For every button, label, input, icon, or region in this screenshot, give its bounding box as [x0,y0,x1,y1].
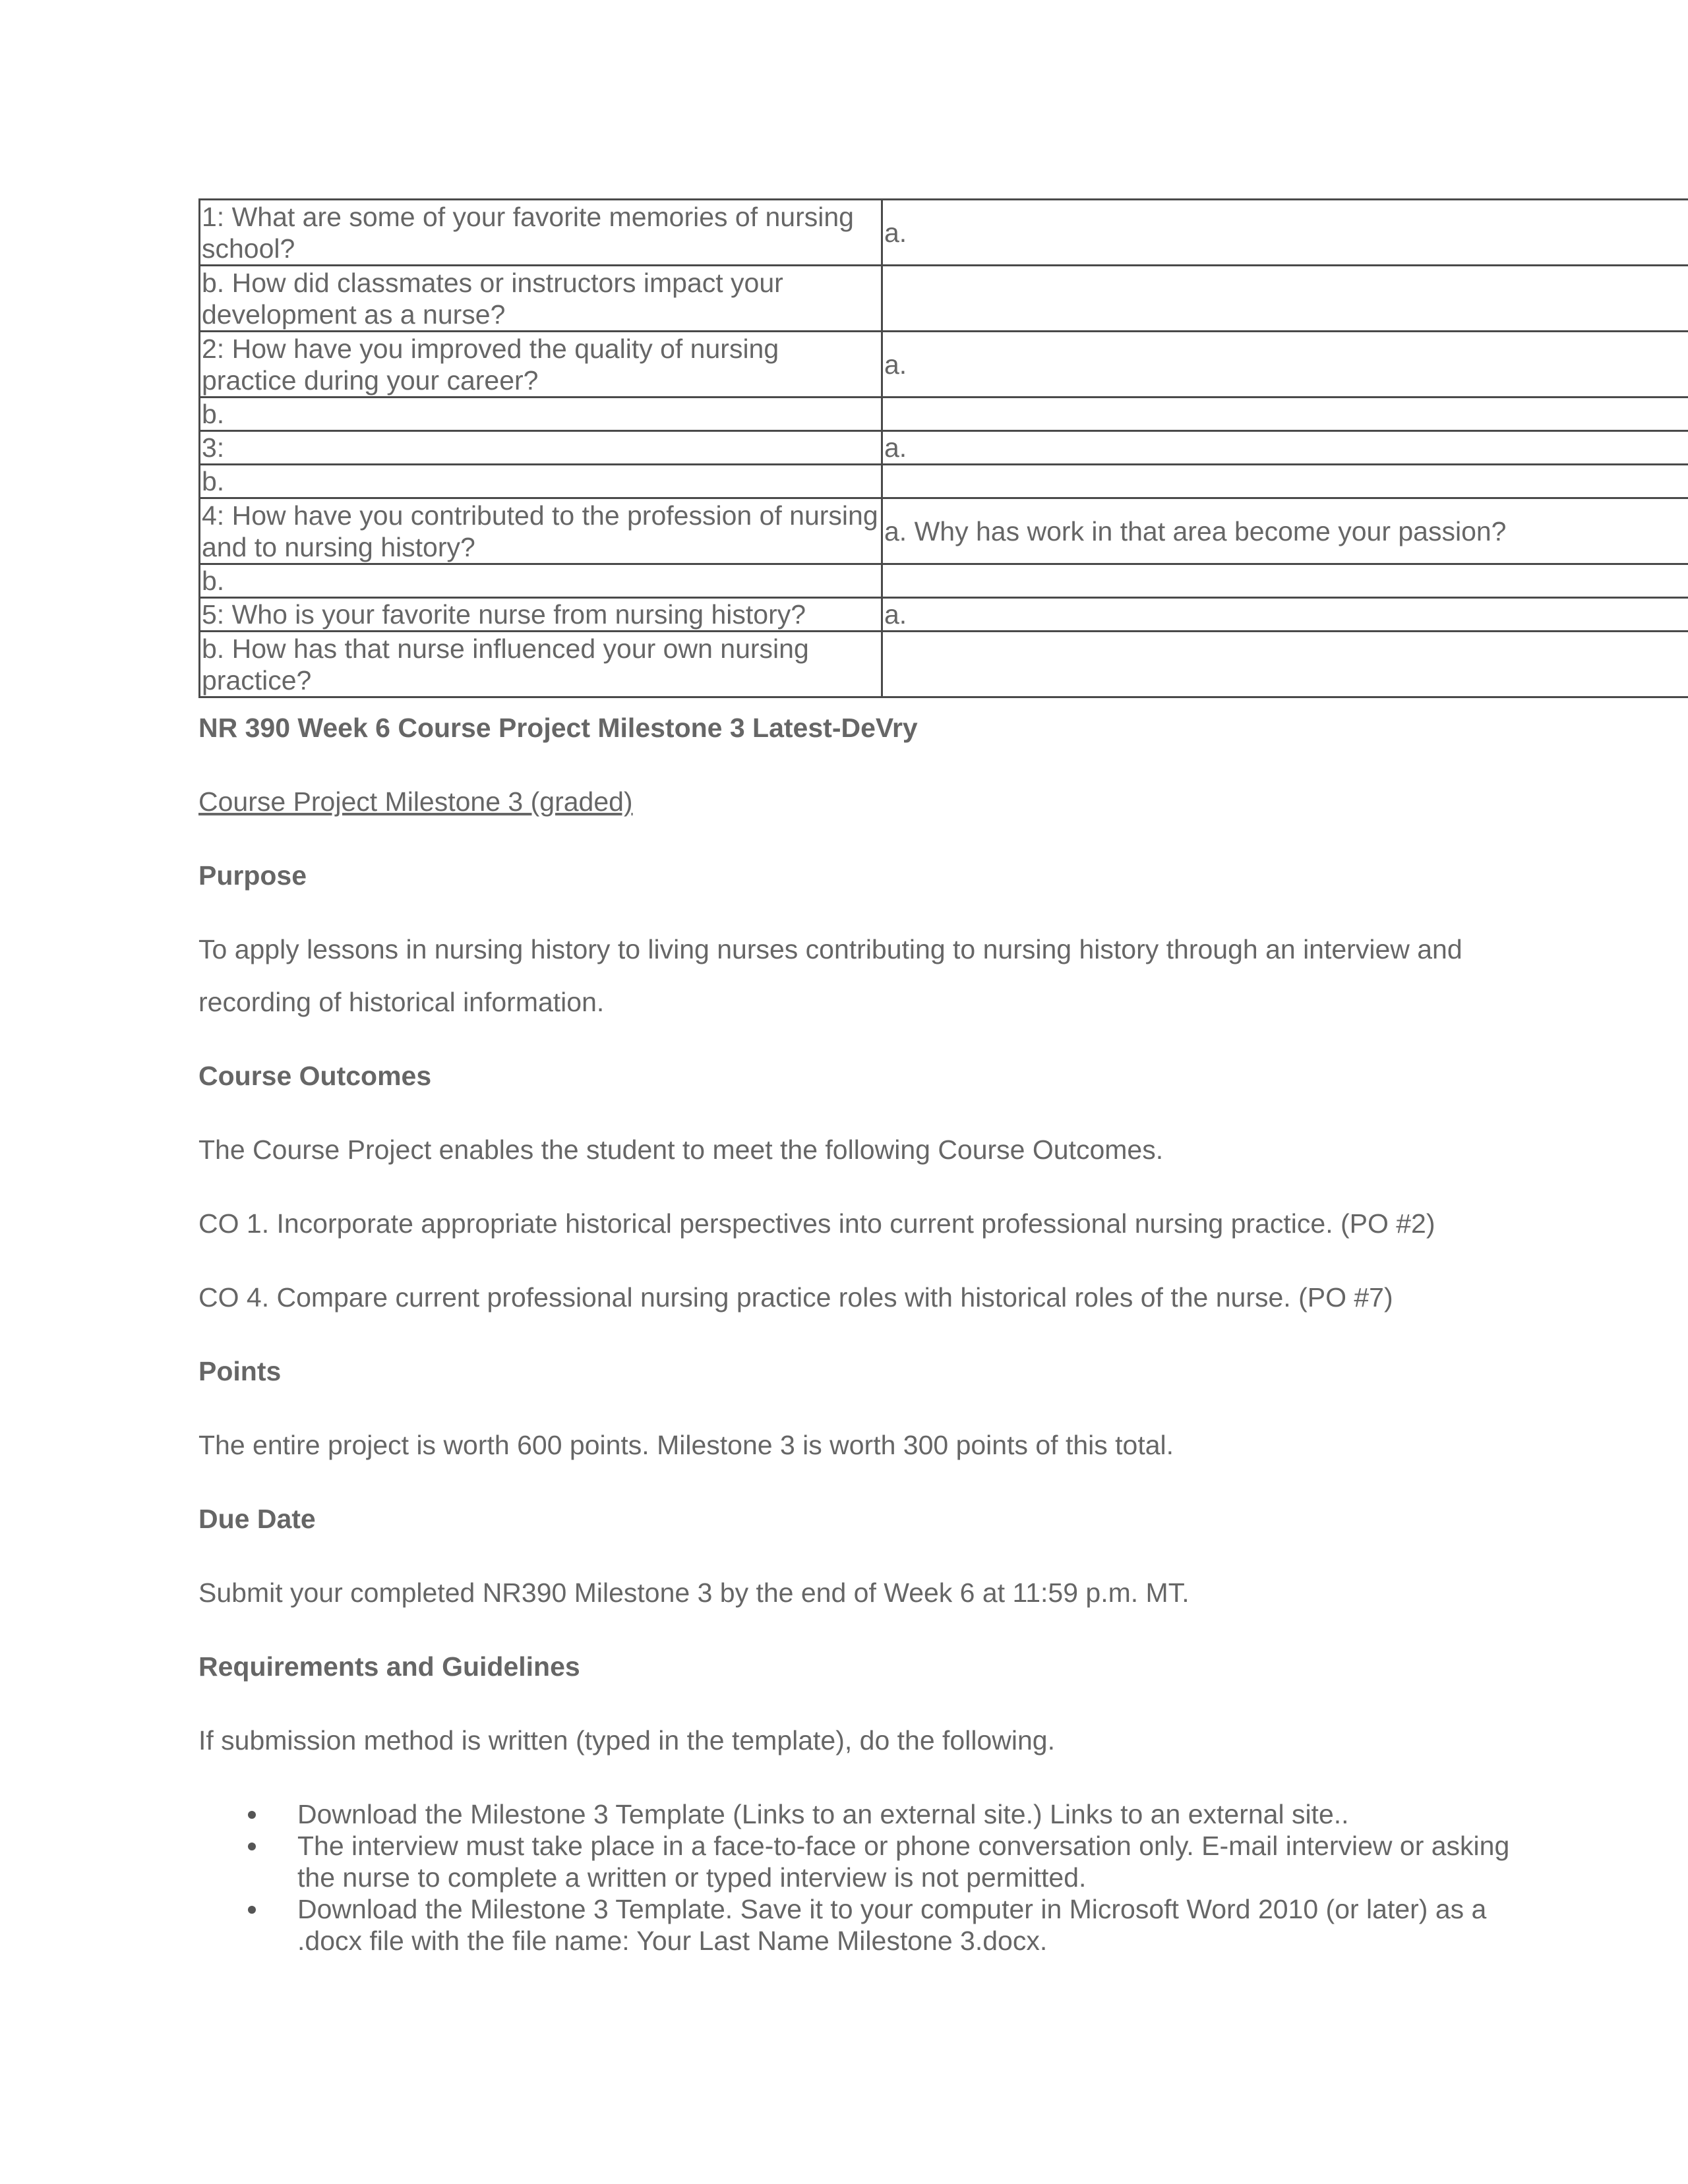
points-heading: Points [198,1356,282,1386]
points-text: The entire project is worth 600 points. Milestone 3 is worth 300 points of this total. [198,1430,1174,1460]
requirements-list [198,1798,1517,1957]
outcomes-heading: Course Outcomes [198,1061,432,1091]
answer-cell [882,266,1688,332]
milestone-link[interactable]: Course Project Milestone 3 (graded) [198,786,633,817]
question-cell: 1: What are some of your favorite memories of nursing school? [200,200,882,266]
answer-cell [882,398,1688,431]
question-cell: b. How did classmates or instructors impact your development as a nurse? [200,266,882,332]
outcome-1: CO 1. Incorporate appropriate historical perspectives into current professional nursing practice. (PO #2) [198,1208,1435,1239]
document-body [198,712,1517,1957]
question-cell: b. [200,465,882,498]
due-date-heading: Due Date [198,1504,316,1534]
outcomes-intro: The Course Project enables the student to meet the following Course Outcomes. [198,1135,1164,1165]
answer-cell [882,632,1688,697]
question-cell: b. [200,398,882,431]
question-cell: b. How has that nurse influenced your own nursing practice? [200,632,882,697]
interview-questions-table [198,198,1688,698]
answer-cell [882,564,1688,598]
document-title: NR 390 Week 6 Course Project Milestone 3 Latest-DeVry [198,713,918,743]
table-row [200,266,1688,332]
question-cell: 2: How have you improved the quality of nursing practice during your career? [200,332,882,398]
bullet-icon [248,1811,256,1819]
question-cell: 4: How have you contributed to the profession of nursing and to nursing history? [200,498,882,564]
answer-cell [882,465,1688,498]
list-item-text: Download the Milestone 3 Template (Links to an external site.) Links to an external site.. [297,1799,1349,1829]
due-date-text: Submit your completed NR390 Milestone 3 by the end of Week 6 at 11:59 p.m. MT. [198,1578,1190,1608]
requirements-heading: Requirements and Guidelines [198,1651,580,1682]
answer-cell: a. [882,598,1688,632]
list-item [198,1798,1517,1830]
bullet-icon [248,1843,256,1850]
list-item [198,1830,1517,1893]
list-item-text: Download the Milestone 3 Template. Save it to your computer in Microsoft Word 2010 (or later) as a .docx file with the file name: Your Last Name Milestone 3.docx. [297,1894,1487,1956]
answer-cell: a. [882,200,1688,266]
answer-cell: a. [882,332,1688,398]
question-cell: 3: [200,431,882,465]
answer-cell: a. Why has work in that area become your passion? [882,498,1688,564]
table-row [200,398,1688,431]
table-row [200,200,1688,266]
outcome-4: CO 4. Compare current professional nursing practice roles with historical roles of the nurse. (PO #7) [198,1282,1393,1313]
table-row [200,632,1688,697]
answer-cell: a. [882,431,1688,465]
question-cell: b. [200,564,882,598]
purpose-text: To apply lessons in nursing history to living nurses contributing to nursing history through an interview and recording of historical information. [198,934,1462,1017]
table-row [200,465,1688,498]
requirements-intro: If submission method is written (typed in the template), do the following. [198,1725,1055,1756]
table-row [200,564,1688,598]
purpose-heading: Purpose [198,860,307,891]
list-item [198,1893,1517,1957]
list-item-text: The interview must take place in a face-to-face or phone conversation only. E-mail interview or asking the nurse to complete a written or typed interview is not permitted. [297,1831,1510,1893]
table-row [200,431,1688,465]
bullet-icon [248,1906,256,1914]
table-row [200,332,1688,398]
question-cell: 5: Who is your favorite nurse from nursing history? [200,598,882,632]
table-row [200,498,1688,564]
table-row [200,598,1688,632]
